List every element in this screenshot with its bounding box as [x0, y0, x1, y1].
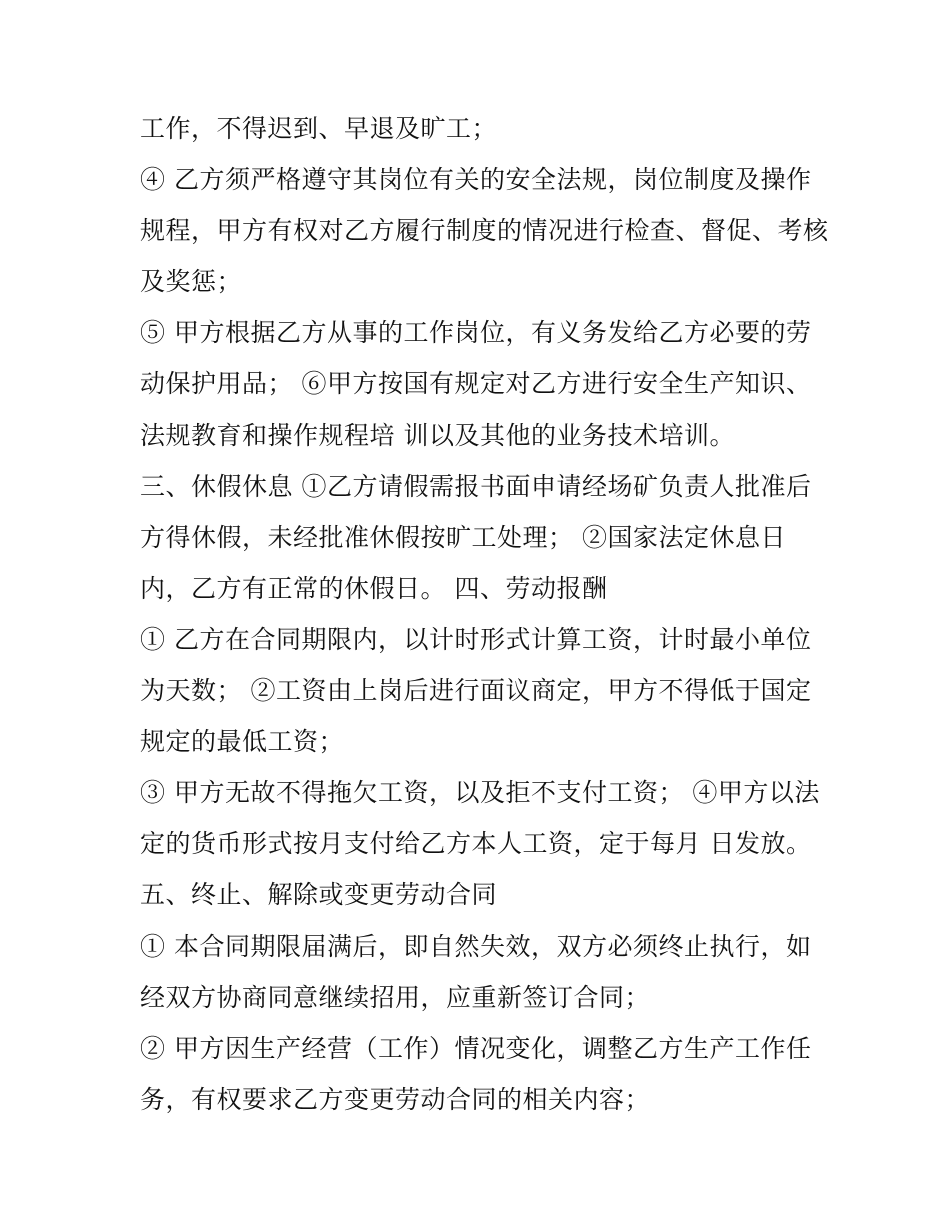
- text-line: 定的货币形式按月支付给乙方本人工资，定于每月 日发放。: [140, 829, 812, 859]
- text-line: ④ 乙方须严格遵守其岗位有关的安全法规，岗位制度及操作: [140, 165, 812, 195]
- text-line: ② 甲方因生产经营（工作）情况变化，调整乙方生产工作任: [140, 1033, 812, 1063]
- text-line: ① 本合同期限届满后，即自然失效，双方必须终止执行，如: [140, 931, 812, 961]
- text-line: ① 乙方在合同期限内，以计时形式计算工资，计时最小单位: [140, 624, 812, 654]
- text-line: 规定的最低工资；: [140, 727, 345, 757]
- text-line: 规程，甲方有权对乙方履行制度的情况进行检查、督促、考核: [140, 216, 829, 246]
- text-line: ⑤ 甲方根据乙方从事的工作岗位，有义务发给乙方必要的劳: [140, 318, 812, 348]
- text-line: 法规教育和操作规程培 训以及其他的业务技术培训。: [140, 420, 735, 450]
- text-line: 及奖惩；: [140, 267, 243, 297]
- text-line: 经双方协商同意继续招用，应重新签订合同；: [140, 982, 651, 1012]
- text-line: 务，有权要求乙方变更劳动合同的相关内容；: [140, 1084, 651, 1114]
- text-line: ③ 甲方无故不得拖欠工资，以及拒不支付工资； ④甲方以法: [140, 778, 820, 808]
- text-line: 工作，不得迟到、早退及旷工；: [140, 114, 498, 143]
- section-heading-line: 三、休假休息 ①乙方请假需报书面申请经场矿负责人批准后: [140, 471, 812, 501]
- text-line: 内，乙方有正常的休假日。 四、劳动报酬: [140, 573, 608, 603]
- document-body: [140, 103, 830, 1125]
- section-heading-line: 五、终止、解除或变更劳动合同: [140, 880, 498, 910]
- text-line: 方得休假，未经批准休假按旷工处理； ②国家法定休息日: [140, 522, 786, 552]
- text-line: 动保护用品； ⑥甲方按国有规定对乙方进行安全生产知识、: [140, 369, 812, 399]
- text-line: 为天数； ②工资由上岗后进行面议商定，甲方不得低于国定: [140, 676, 812, 706]
